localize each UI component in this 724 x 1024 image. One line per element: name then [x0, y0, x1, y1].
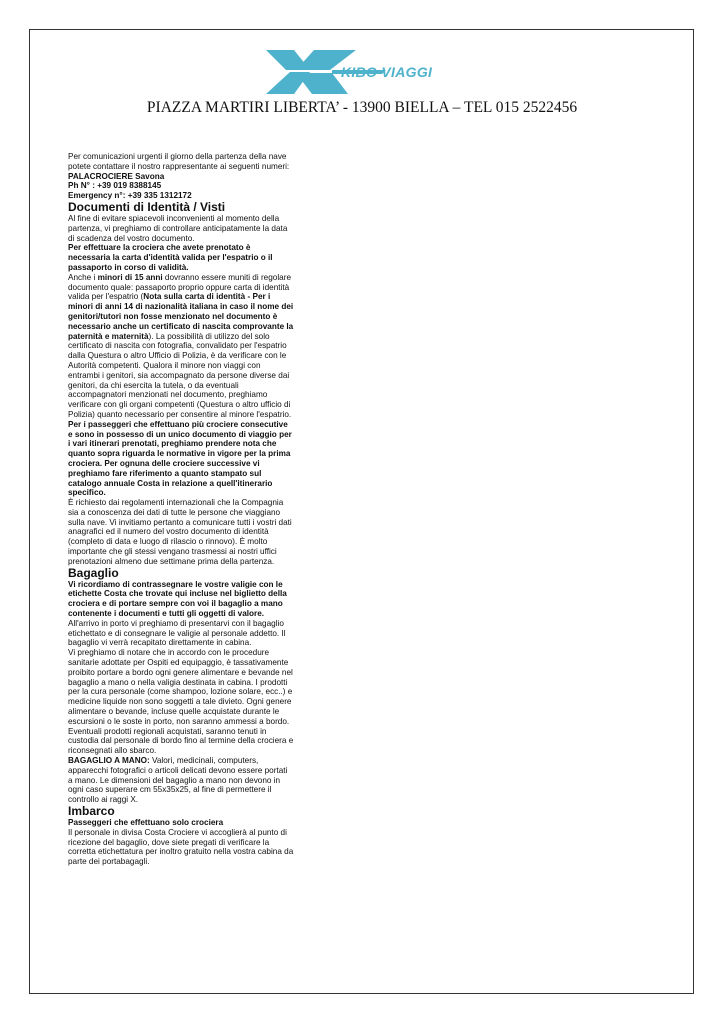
brand-name: KIBO VIAGGI [341, 64, 433, 80]
bagaglio-food-rules: Vi preghiamo di notare che in accordo con le procedure sanitarie adottate per Ospiti ed equipaggio, è tassativamente proibito portare a bordo ogni genere alimentare e bevande nel bagaglio a mano o nella valigia destinata in cabina. I prodotti per la cura personale (come shampoo, lozione solare, ecc..) e medicine liquide non sono soggetti a tale divieto. Ogni genere alimentare o bevande, incluse quelle acquistate durante le escursioni o le soste in porto, non saranno ammessi a bordo. Eventuali prodotti regionali acquistati, saranno tenuti in custodia dal personale di bordo fino al termine della crociera e riconsegnati allo sbarco. [68, 648, 294, 756]
imbarco-subtitle: Passeggeri che effettuano solo crociera [68, 818, 224, 827]
contact-phone: Ph N° : +39 019 8388145 [68, 181, 162, 191]
imbarco-paragraph: Il personale in divisa Costa Crociere vi accoglierà al punto di ricezione del bagaglio, dove siete pregati di verificare la corretta etichettatura per inoltro gratuito nella vostra cabina da parte dei portabagagli. [68, 827, 294, 867]
contact-name: PALACROCIERE Savona [68, 171, 165, 181]
documenti-requirement: Per effettuare la crociera che avete prenotato è necessaria la carta d'identità valida per l'espatrio o il passaporto in corso di validità. [68, 243, 273, 272]
bagaglio-arrival: All'arrivo in porto vi preghiamo di presentarvi con il bagaglio etichettato e di consegnare le valigie al personale addetto. Il bagaglio vi verrà recapitato direttamente in cabina. [68, 618, 286, 648]
documenti-data-request: È richiesto dai regolamenti internazionali che la Compagnia sia a conoscenza dei dati di tutte le persone che viaggiano sulla nave. Vi invitiamo pertanto a comunicare tutti i vostri dati anagrafici ed il numero del vostro documento di identità (completo di data e luogo di rilascio o rinnovo). È molto importante che gli stessi vengano trasmessi ai nostri uffici prenotazioni almeno due settimane prima della partenza. [68, 498, 292, 566]
contact-emergency: Emergency n°: +39 335 1312172 [68, 191, 192, 201]
section-title-bagaglio: Bagaglio [68, 565, 119, 580]
section-title-documenti: Documenti di Identità / Visti [68, 199, 226, 214]
bagaglio-reminder: Vi ricordiamo di contrassegnare le vostre valigie con le etichette Costa che trovate qui incluse nel biglietto della crociera e di portare sempre con voi il bagaglio a mano contenente i documenti e tutti gli oggetti di valore. [68, 579, 287, 619]
contacts-intro: Per comunicazioni urgenti il giorno della partenza della nave potete contattare il nostro rappresentante ai seguenti numeri: [68, 152, 290, 171]
documenti-minori-paragraph: Anche i minori di 15 anni dovranno essere muniti di regolare documento quale: passaporto proprio oppure carta di identità valida per l'espatrio (Nota sulla carta di identità - Per i minori di anni 14 di nazionalità italiana in caso il nome dei genitori/tutori non fosse menzionato nel documento è necessario anche un certificato di nascita comprovante la paternità e maternità). La possibilità di utilizzo del solo certificato di nascita con fotografia, convalidato per l'espatrio dalla Questura o altro Ufficio di Polizia, è da verificare con le Autorità competenti. Qualora il minore non viaggi con entrambi i genitori, sia accompagnato da persone diverse dai genitori, da chi esercita la tutela, o da eventuali accompagnatori menzionati nel documento, preghiamo verificare con gli organi competenti (Questura o altro ufficio di Polizia) quanto necessario per consentire al minore l'espatrio. [68, 272, 294, 419]
agency-address: PIAZZA MARTIRI LIBERTA’ - 13900 BIELLA – TEL 015 2522456 [146, 99, 578, 116]
section-title-imbarco: Imbarco [68, 804, 115, 818]
bagaglio-hand-luggage: BAGAGLIO A MANO: Valori, medicinali, computers, apparecchi fotografici o articoli delicati devono essere portati a mano. Le dimensioni del bagaglio a mano non devono in ogni caso superare cm 55x35x25, al fine di permettere il controllo ai raggi X. [68, 756, 288, 805]
main-text-column [68, 152, 294, 867]
documenti-paragraph: Al fine di evitare spiacevoli inconvenienti al momento della partenza, vi preghiamo di controllare anticipatamente la data di scadenza del vostro documento. [68, 213, 288, 243]
documenti-multi-cruise: Per i passeggeri che effettuano più crociere consecutive e sono in possesso di un unico documento di viaggio per i vari itinerari prenotati, preghiamo prendere nota che quanto sopra riguarda le normative in vigore per la prima crociera. Per ognuna delle crociere successive vi preghiamo fare riferimento a quanto stampato sul catalogo annuale Costa in relazione a quell'itinerario specifico. [68, 419, 292, 498]
